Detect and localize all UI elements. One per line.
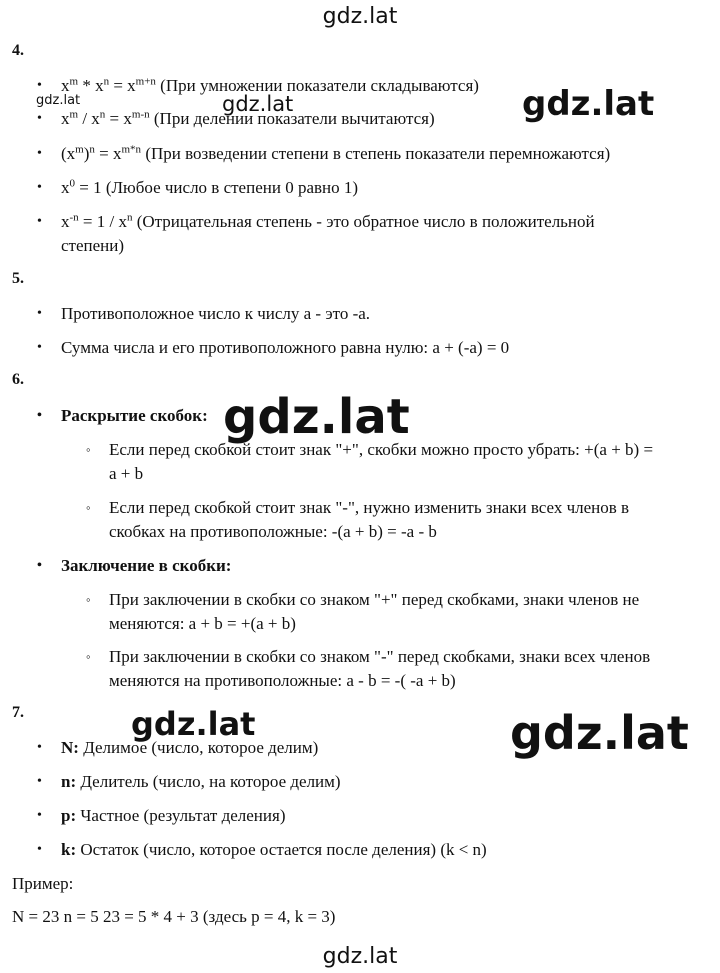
section-number-7: 7. bbox=[12, 704, 24, 721]
sub-item-enclose-minus: ◦ При заключении в скобки со знаком "-" перед скобками, знаки всех членов меняются на противоположные: a - b = -( -a + b) bbox=[109, 645, 650, 693]
list-heading-enclosing-brackets: • Заключение в скобки: bbox=[61, 554, 231, 578]
list-item-zero-power: • $x^0 = 1$ (Любое число в степени 0 равно 1) bbox=[61, 176, 358, 200]
list-item-remainder: • k: Остаток (число, которое остается после деления) (k < n) bbox=[61, 838, 487, 862]
list-item-divide-powers: • $x^m / x^n = x^{m-n}$ (При делении показатели вычитаются) bbox=[61, 107, 435, 131]
watermark: gdz.lat bbox=[322, 944, 398, 969]
watermark: gdz.lat bbox=[223, 389, 410, 445]
list-heading-opening-brackets: • Раскрытие скобок: bbox=[61, 404, 208, 428]
watermark: gdz.lat bbox=[131, 705, 256, 743]
section-number-5: 5. bbox=[12, 270, 24, 287]
watermark: gdz.lat bbox=[510, 706, 689, 760]
list-item-sum-opposite: • Сумма числа и его противоположного равна нулю: a + (-a) = 0 bbox=[61, 336, 509, 360]
list-item-negative-power: • $x^{-n} = 1 / x^n$ (Отрицательная степень - это обратное число в положительной степени) bbox=[61, 210, 701, 258]
watermark: gdz.lat bbox=[36, 93, 81, 108]
sub-item-plus-brackets: ◦ Если перед скобкой стоит знак "+", скобки можно просто убрать: +(a + b) = a + b bbox=[109, 438, 653, 486]
list-item-quotient: • p: Частное (результат деления) bbox=[61, 804, 285, 828]
watermark: gdz.lat bbox=[322, 4, 398, 29]
list-item-divisor: • n: Делитель (число, на которое делим) bbox=[61, 770, 341, 794]
example-text: N = 23 n = 5 23 = 5 * 4 + 3 (здесь p = 4, k = 3) bbox=[12, 907, 336, 926]
example-label: Пример: bbox=[12, 874, 74, 893]
watermark: gdz.lat bbox=[222, 92, 294, 116]
list-item-opposite-number: • Противоположное число к числу a - это -a. bbox=[61, 302, 370, 326]
list-item-power-of-power: • $(x^m)^n = x^{m*n}$ (При возведении степени в степень показатели перемножаются) bbox=[61, 142, 610, 166]
watermark: gdz.lat bbox=[522, 84, 655, 124]
list-item-multiply-powers: • $x^m * x^n = x^{m+n}$ (При умножении показатели складываются) bbox=[61, 74, 479, 98]
sub-item-minus-brackets: ◦ Если перед скобкой стоит знак "-", нужно изменить знаки всех членов в скобках на противоположные: -(a + b) = -a - b bbox=[109, 496, 629, 544]
section-number-6: 6. bbox=[12, 371, 24, 388]
list-item-dividend: • N: Делимое (число, которое делим) bbox=[61, 736, 318, 760]
section-number-4: 4. bbox=[12, 42, 24, 59]
sub-item-enclose-plus: ◦ При заключении в скобки со знаком "+" перед скобками, знаки членов не меняются: a + b = +(a + b) bbox=[109, 588, 639, 636]
